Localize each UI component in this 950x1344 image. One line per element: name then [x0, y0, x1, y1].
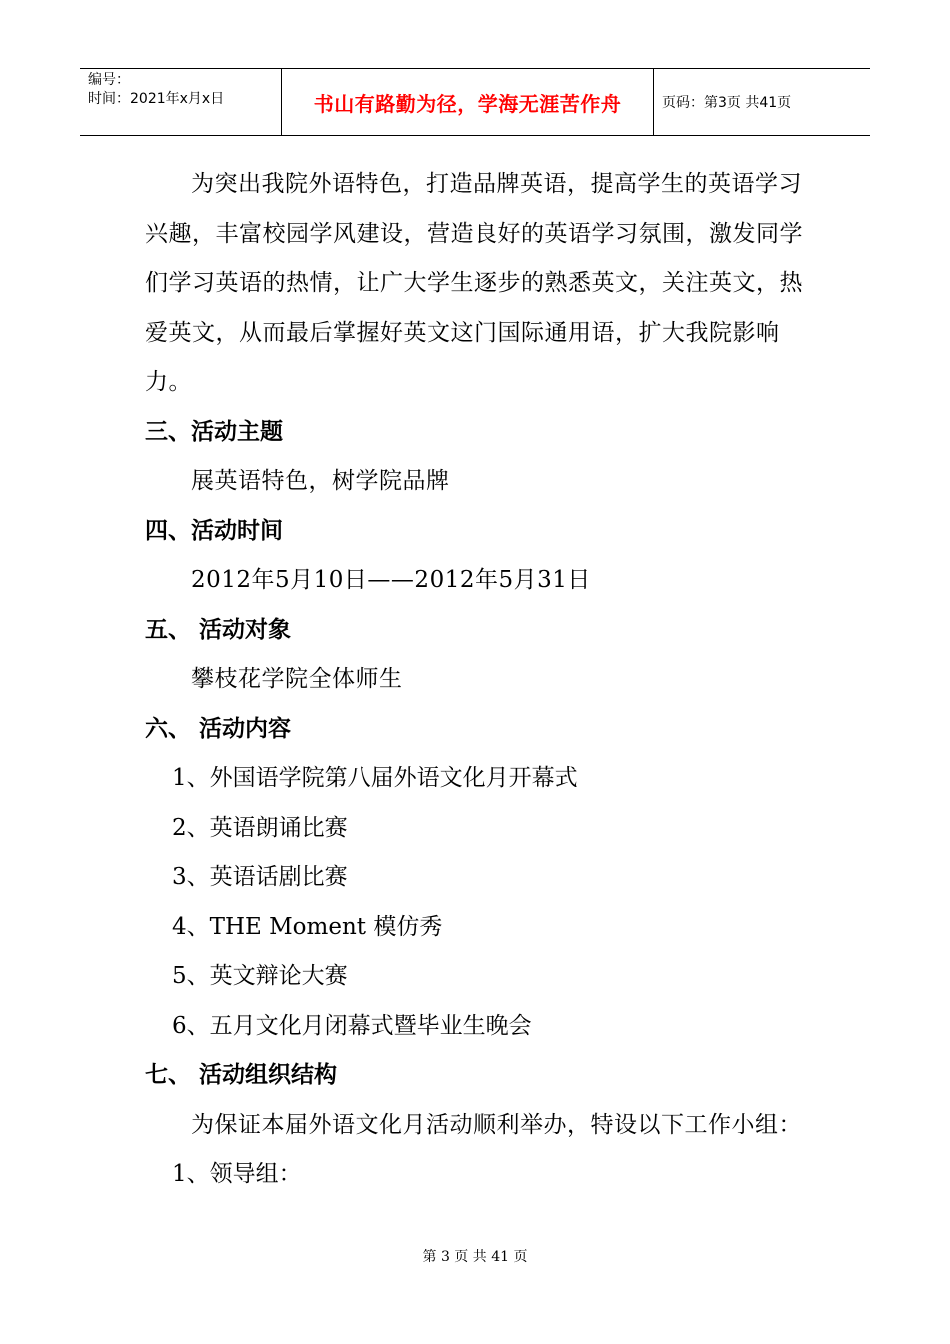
- intro-paragraph: 为突出我院外语特色，打造品牌英语，提高学生的英语学习兴趣，丰富校园学风建设，营造良好的英语学习氛围，激发同学们学习英语的热情，让广大学生逐步的熟悉英文，关注英文，热爱英文，从而最后掌握好英文这门国际通用语，扩大我院影响力。: [145, 171, 803, 395]
- section-text-audience: 攀枝花学院全体师生: [191, 666, 403, 692]
- section-text-time: 2012年5月10日——2012年5月31日: [191, 567, 591, 593]
- page-footer: 第 3 页 共 41 页: [422, 1249, 528, 1265]
- page-header: [80, 68, 870, 136]
- list-item: 1、外国语学院第八届外语文化月开幕式: [172, 765, 578, 791]
- header-page-label: 页码：第3页 共41页: [662, 95, 792, 111]
- number-label: 编号：: [88, 72, 130, 88]
- header-meta: [80, 69, 282, 135]
- list-item: 6、五月文化月闭幕式暨毕业生晚会: [172, 1012, 532, 1039]
- time-label: 时间：2021年x月x日: [88, 91, 225, 107]
- list-item: 4、THE Moment 模仿秀: [172, 913, 443, 940]
- list-item: 5、英文辩论大赛: [172, 963, 348, 989]
- section-text-organization: 为保证本届外语文化月活动顺利举办，特设以下工作小组：: [191, 1111, 802, 1138]
- document-body: [145, 160, 825, 1200]
- list-item: 1、领导组：: [172, 1161, 302, 1187]
- section-text-theme: 展英语特色，树学院品牌: [191, 468, 450, 494]
- list-item: 2、英语朗诵比赛: [172, 814, 348, 841]
- section-heading-organization: 七、 活动组织结构: [145, 1062, 338, 1088]
- section-heading-time: 四、活动时间: [145, 517, 283, 544]
- section-heading-content: 六、 活动内容: [145, 715, 292, 742]
- list-item: 3、英语话剧比赛: [172, 864, 348, 890]
- header-motto: 书山有路勤为径，学海无涯苦作舟: [282, 69, 654, 135]
- section-heading-audience: 五、 活动对象: [145, 616, 292, 643]
- section-heading-theme: 三、活动主题: [145, 418, 283, 445]
